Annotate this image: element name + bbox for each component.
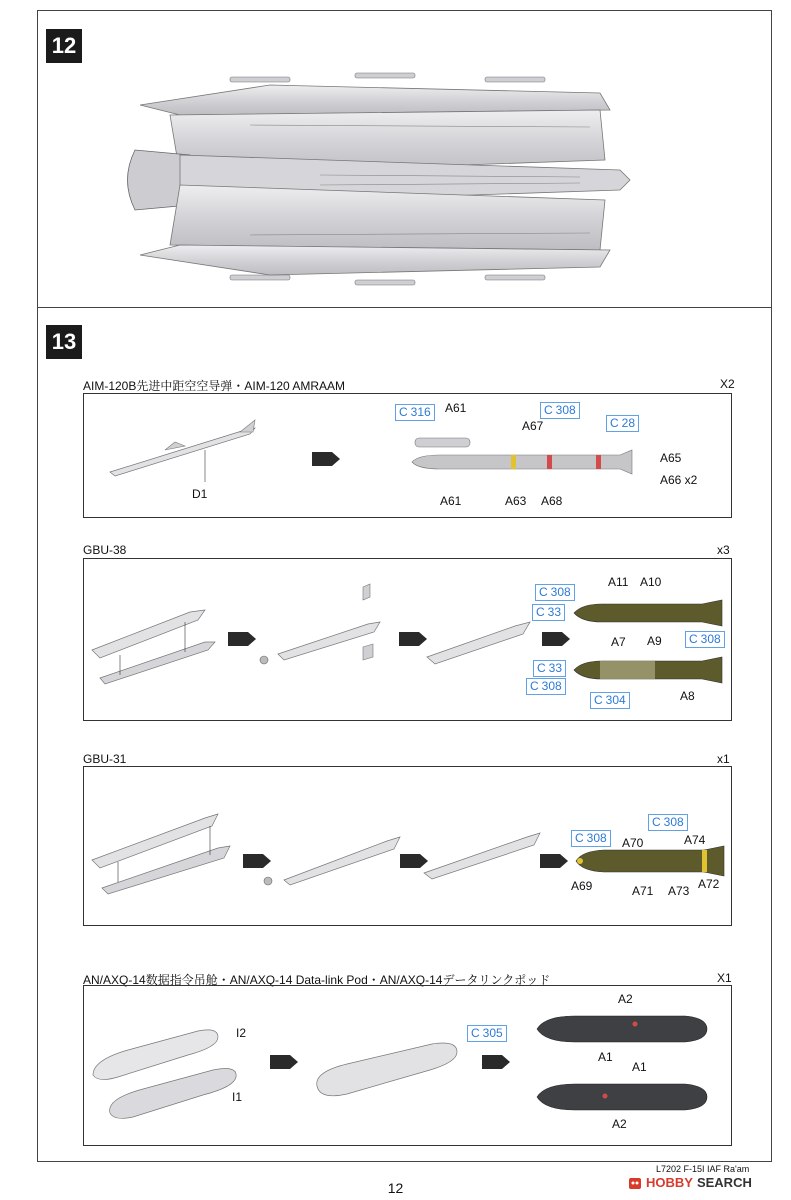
part-a7-label: A7 (611, 635, 626, 649)
part-a69-label: A69 (571, 879, 593, 893)
part-a61-bottom-label: A61 (440, 494, 462, 508)
logo-brand: HOBBY (646, 1175, 693, 1190)
badge-number: 308 (550, 585, 571, 599)
part-a10-label: A10 (640, 575, 662, 589)
gbu31-section-title: GBU-31 (83, 752, 127, 766)
step-13-number: 13 (46, 325, 82, 359)
anaxq-assembled-sketch (312, 1038, 462, 1098)
badge-prefix: C (536, 605, 545, 619)
color-badge-c316 (395, 404, 435, 421)
part-a66-label: A66 x2 (660, 473, 698, 487)
aim120-step-arrow (312, 452, 340, 466)
badge-prefix: C (539, 585, 548, 599)
robot-logo-icon (628, 1176, 642, 1190)
color-badge-c308-c (526, 678, 566, 695)
badge-prefix: C (530, 679, 539, 693)
gbu31-quantity: x1 (717, 752, 730, 766)
part-a9-label: A9 (647, 634, 662, 648)
part-a2-bottom-label: A2 (612, 1117, 627, 1131)
badge-prefix: C (471, 1026, 480, 1040)
gbu38-step-arrow-3 (542, 632, 570, 646)
badge-number: 316 (410, 405, 431, 419)
color-badge-c308-a (535, 584, 575, 601)
color-badge-c308-b (685, 631, 725, 648)
gbu31-assembled-sketch (422, 825, 547, 880)
badge-number: 304 (605, 693, 626, 707)
badge-number: 308 (586, 831, 607, 845)
color-badge-c308-b (571, 830, 611, 847)
gbu38-fins-sketch (258, 582, 388, 667)
color-badge-c308-a (648, 814, 688, 831)
anaxq-painted-pod-top (535, 1014, 710, 1044)
badge-prefix: C (652, 815, 661, 829)
badge-prefix: C (594, 693, 603, 707)
part-a1-left-label: A1 (598, 1050, 613, 1064)
gbu38-assembled-sketch (425, 612, 535, 667)
aim120-missile-sketch (105, 420, 265, 480)
anaxq-section-title: AN/AXQ-14数据指令吊舱・AN/AXQ-14 Data-link Pod・AN/AXQ-14データリンクポッド (83, 973, 551, 987)
kit-code: L7202 F-15I IAF Ra'am (656, 1164, 750, 1174)
color-badge-c33-a (532, 604, 565, 621)
part-i1-label: I1 (232, 1090, 243, 1104)
badge-prefix: C (575, 831, 584, 845)
part-a63-label: A63 (505, 494, 527, 508)
badge-number: 33 (547, 605, 562, 619)
part-a67-label: A67 (522, 419, 544, 433)
gbu38-halves-sketch (90, 600, 220, 685)
anaxq-halves-sketch (88, 1025, 248, 1125)
part-d1-label: D1 (192, 487, 208, 501)
color-badge-c308 (540, 402, 580, 419)
aim120-painted-missile (410, 430, 640, 480)
step-divider (37, 307, 772, 308)
gbu38-step-arrow-1 (228, 632, 256, 646)
badge-number: 308 (541, 679, 562, 693)
part-a73-label: A73 (668, 884, 690, 898)
badge-prefix: C (610, 416, 619, 430)
badge-number: 308 (555, 403, 576, 417)
aircraft-underside-illustration (120, 65, 640, 295)
part-a68-label: A68 (541, 494, 563, 508)
badge-prefix: C (689, 632, 698, 646)
gbu31-painted-bomb (574, 846, 729, 876)
badge-number: 33 (548, 661, 563, 675)
gbu38-quantity: x3 (717, 543, 730, 557)
part-a65-label: A65 (660, 451, 682, 465)
color-badge-c304 (590, 692, 630, 709)
logo-site: SEARCH (696, 1175, 752, 1190)
gbu31-halves-sketch (90, 800, 240, 895)
hobbysearch-watermark (628, 1175, 752, 1190)
page-number: 12 (387, 1180, 404, 1196)
part-a11-label: A11 (608, 575, 629, 589)
color-badge-c28 (606, 415, 639, 432)
gbu38-step-arrow-2 (399, 632, 427, 646)
part-i2-label: I2 (236, 1026, 247, 1040)
aim120-section-title: AIM-120B先进中距空空导弹・AIM-120 AMRAAM (83, 379, 346, 393)
part-a74-label: A74 (684, 833, 706, 847)
badge-prefix: C (399, 405, 408, 419)
part-a61-top-label: A61 (445, 401, 467, 415)
gbu31-fins-sketch (262, 825, 407, 885)
badge-prefix: C (537, 661, 546, 675)
anaxq-step-arrow-1 (270, 1055, 298, 1069)
gbu38-painted-bomb-bottom (572, 657, 727, 683)
gbu38-section-title: GBU-38 (83, 543, 127, 557)
part-a72-label: A72 (698, 877, 720, 891)
gbu31-step-arrow-3 (540, 854, 568, 868)
anaxq-step-arrow-2 (482, 1055, 510, 1069)
color-badge-c33-b (533, 660, 566, 677)
step-12-number: 12 (46, 29, 82, 63)
part-a8-label: A8 (680, 689, 695, 703)
part-a71-label: A71 (632, 884, 654, 898)
part-a1-right-label: A1 (632, 1060, 647, 1074)
badge-number: 308 (700, 632, 721, 646)
badge-number: 308 (663, 815, 684, 829)
part-a2-top-label: A2 (618, 992, 633, 1006)
badge-prefix: C (544, 403, 553, 417)
color-badge-c305 (467, 1025, 507, 1042)
badge-number: 305 (482, 1026, 503, 1040)
part-a70-label: A70 (622, 836, 644, 850)
gbu38-painted-bomb-top (572, 600, 727, 626)
badge-number: 28 (621, 416, 636, 430)
anaxq-quantity: X1 (717, 971, 732, 985)
aim120-quantity: X2 (720, 377, 735, 391)
anaxq-painted-pod-bottom (535, 1082, 710, 1112)
